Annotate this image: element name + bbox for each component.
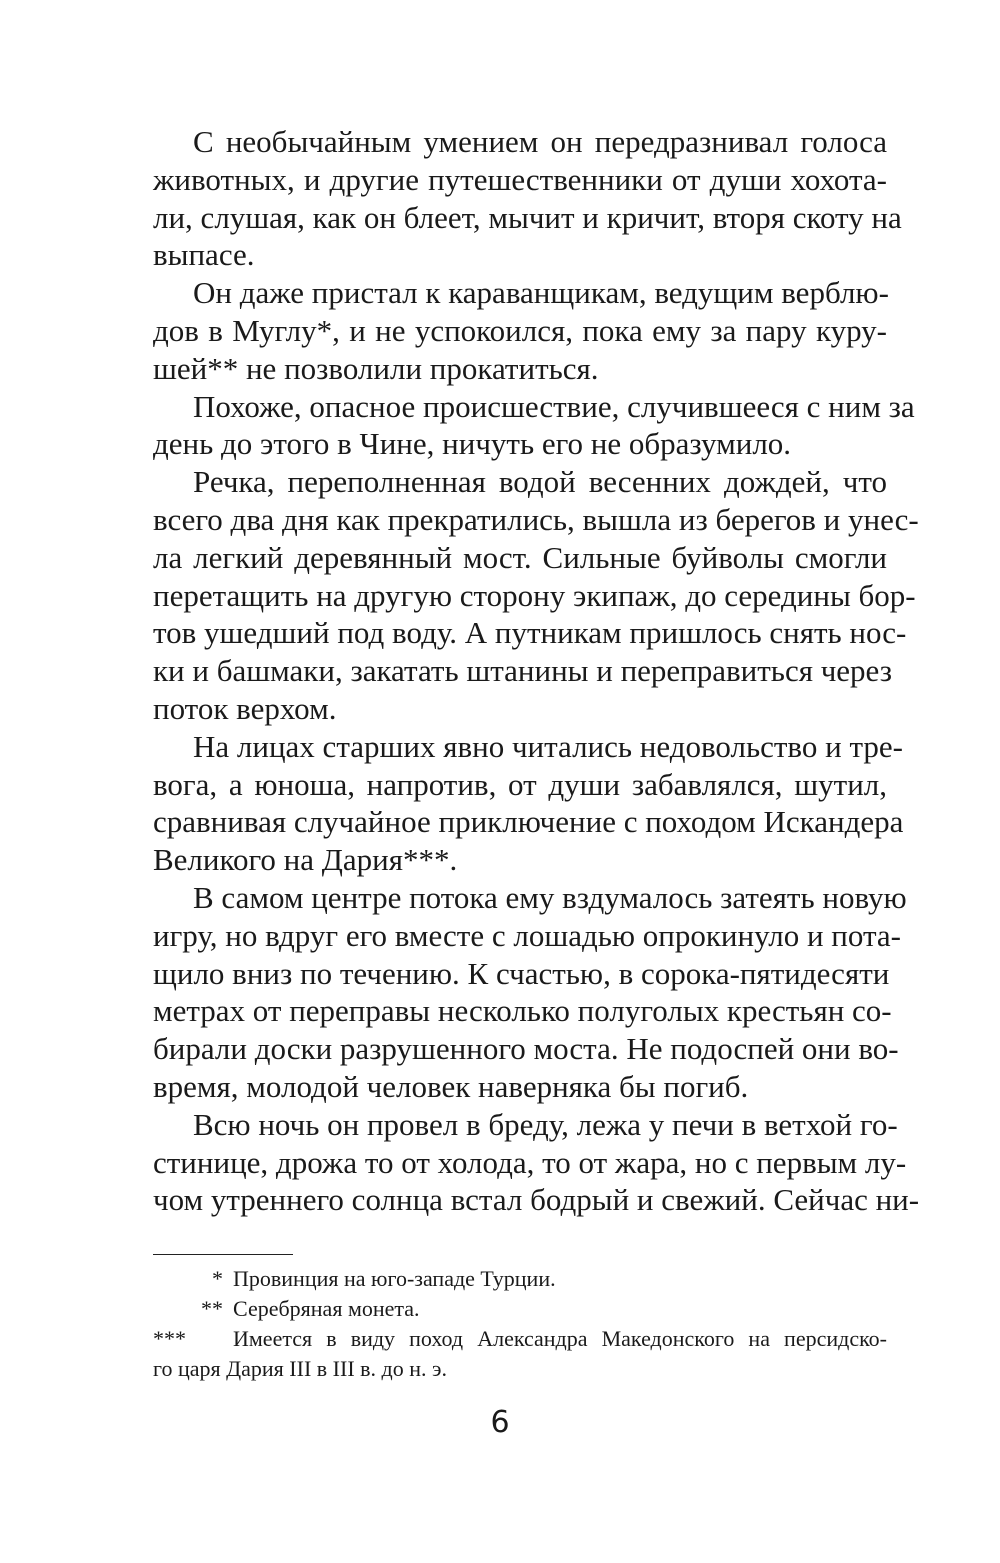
page-number: 6 (490, 1405, 510, 1440)
text-line: На лицах старших явно читались недовольство и тре- (193, 728, 903, 764)
text-line: ла легкий деревянный мост. Сильные буйволы смогли (153, 539, 887, 575)
text-line: тов ушедший под воду. А путникам пришлось снять нос- (153, 615, 907, 651)
text-line: дов в Муглу*, и не успокоился, пока ему за пару куру- (153, 312, 887, 348)
text-line: всего два дня как прекратились, вышла из берегов и унес- (153, 501, 919, 537)
text-line: метрах от переправы несколько полуголых крестьян со- (153, 993, 892, 1029)
text-line: время, молодой человек наверняка бы погиб. (153, 1068, 749, 1104)
footnote-divider (153, 1254, 293, 1255)
text-line: игру, но вдруг его вместе с лошадью опрокинуло и пота- (153, 917, 901, 953)
text-line: щило вниз по течению. К счастью, в сорока-пятидесяти (153, 955, 890, 991)
footnote-text: Серебряная монета. (233, 1296, 420, 1321)
text-line: С необычайным умением он передразнивал голоса (193, 124, 887, 159)
footnote-mark: * (212, 1266, 223, 1291)
text-line: день до этого в Чине, ничуть его не образумило. (153, 426, 792, 462)
text-line: ли, слушая, как он блеет, мычит и кричит, вторя скоту на (153, 199, 902, 235)
text-line: Он даже пристал к караванщикам, ведущим верблю- (193, 275, 889, 311)
text-line: выпасе. (153, 237, 255, 273)
text-line: животных, и другие путешественники от души хохота- (153, 161, 887, 197)
text-line: Всю ночь он провел в бреду, лежа у печи в ветхой го- (193, 1106, 898, 1142)
footnote (153, 1324, 887, 1354)
text-line: шей** не позволили прокатиться. (153, 350, 599, 386)
text-line: чом утреннего солнца встал бодрый и свежий. Сейчас ни- (153, 1182, 920, 1218)
page-body (153, 123, 920, 1219)
footnotes (153, 1264, 887, 1384)
footnote-text: Имеется в виду поход Александра Македонского на персидско- (233, 1326, 887, 1351)
footnote (153, 1294, 887, 1324)
footnote-text: Провинция на юго-западе Турции. (233, 1266, 556, 1291)
text-line: Речка, переполненная водой весенних дождей, что (193, 464, 887, 500)
text-line: В самом центре потока ему вздумалось затеять новую (193, 879, 907, 915)
text-line: Великого на Дария***. (153, 842, 458, 878)
body-text (153, 123, 920, 1219)
text-line: вога, а юноша, напротив, от души забавлялся, шутил, (153, 766, 887, 802)
text-line: перетащить на другую сторону экипаж, до середины бор- (153, 577, 916, 613)
text-line: стинице, дрожа то от холода, то от жара, но с первым лу- (153, 1144, 907, 1180)
text-line: Похоже, опасное происшествие, случившееся с ним за (193, 388, 915, 424)
text-line: поток верхом. (153, 690, 337, 726)
footnote-mark: ** (201, 1296, 223, 1321)
footnote-mark: *** (153, 1326, 186, 1351)
text-line: бирали доски разрушенного моста. Не подоспей они во- (153, 1031, 899, 1067)
footnote (153, 1264, 887, 1294)
text-line: сравнивая случайное приключение с походом Искандера (153, 804, 904, 840)
text-line: ки и башмаки, закатать штанины и переправиться через (153, 653, 892, 689)
footnote-continuation: го царя Дария III в III в. до н. э. (153, 1356, 447, 1381)
